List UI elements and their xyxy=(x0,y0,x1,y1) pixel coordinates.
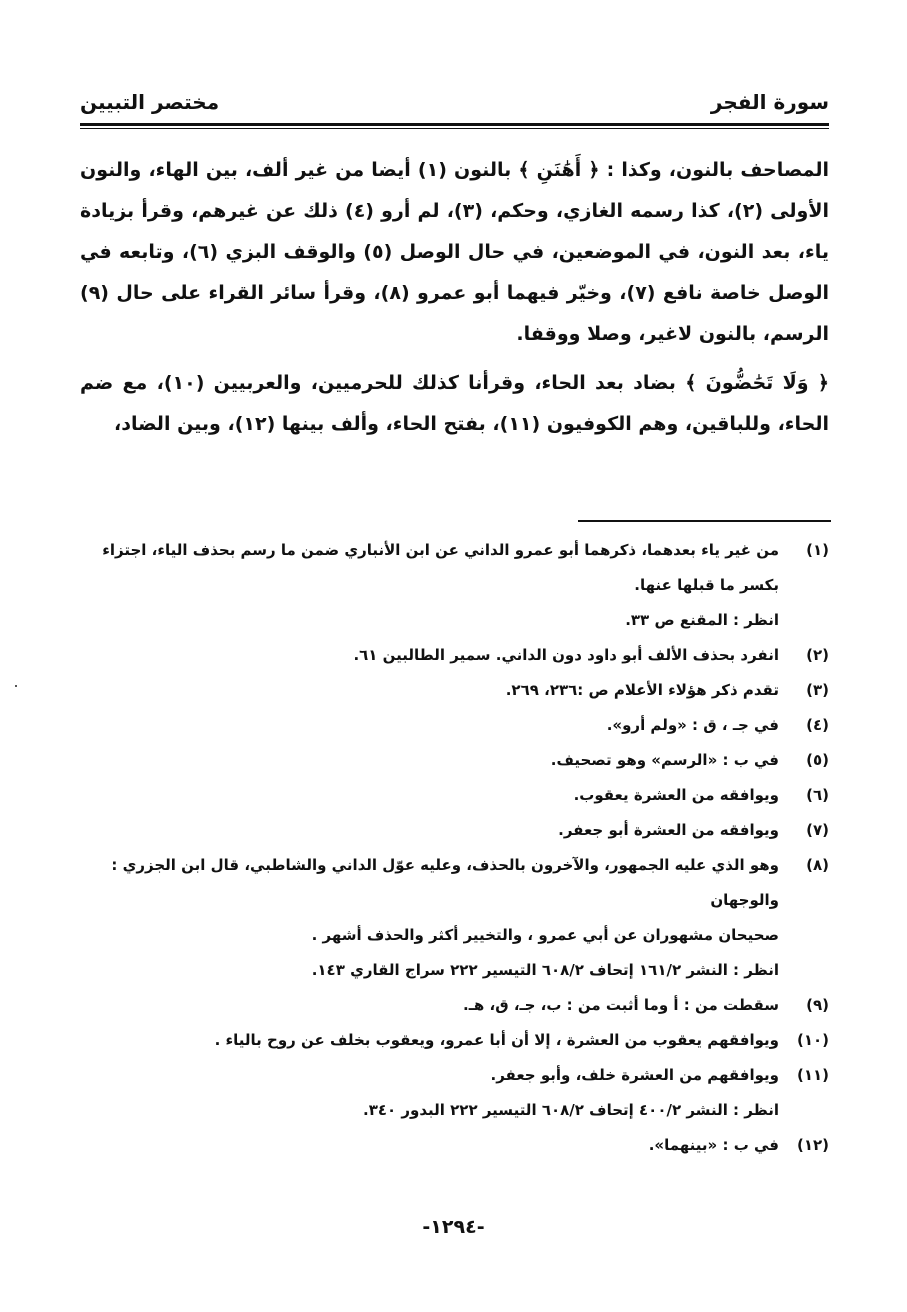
footnote-12 xyxy=(80,1128,829,1163)
footnote-text: من غير ياء بعدهما، ذكرهما أبو عمرو الداني عن ابن الأنباري ضمن ما رسم بحذف الياء، اجتزاء xyxy=(102,541,779,559)
footnote-text: في ب : «الرسم» وهو تصحيف. xyxy=(550,751,779,769)
body-paragraph-2: ﴿ وَلَا تَحَٰضُّونَ ﴾ بضاد بعد الحاء، وقرأنا كذلك للحرميين، والعربيين (١٠)، مع ضم الحاء، وللباقين، وهم الكوفيون (١١)، بفتح الحاء، وألف بينها (١٢)، وبين الضاد، xyxy=(80,372,829,435)
main-text xyxy=(80,150,829,453)
footnote-text: في ب : «بينهما». xyxy=(648,1136,779,1154)
footnote-number: (٣) xyxy=(806,681,829,699)
scan-speck xyxy=(15,685,17,687)
footnote-text: ويوافقهم يعقوب من العشرة ، إلا أن أبا عمرو، ويعقوب بخلف عن روح بالياء . xyxy=(214,1031,779,1049)
book-title: مختصر التبيين xyxy=(80,90,220,114)
footnote-8 xyxy=(80,848,829,918)
footnote-1 xyxy=(80,533,829,568)
footnote-number: (١) xyxy=(806,541,829,559)
footnote-number: (٩) xyxy=(806,996,829,1014)
footnote-number: (٧) xyxy=(806,821,829,839)
body-paragraph-1: المصاحف بالنون، وكذا : ﴿ أَهَٰنَنِ ﴾ بالنون (١) أيضا من غير ألف، بين الهاء، والنون الأولى (٢)، كذا رسمه الغازي، وحكم، (٣)، لم أرو (٤) ذلك عن غيرهم، وقرأ بزيادة ياء، بعد النون، في الموضعين، في حال الوصل (٥) والوقف البزي (٦)، وتابعه في الوصل خاصة نافع (٧)، وخيّر فيهما أبو عمرو (٨)، وقرأ سائر القراء على حال (٩) الرسم، بالنون لاغير، وصلا ووقفا. xyxy=(80,159,829,345)
footnote-9 xyxy=(80,988,829,1023)
footnote-5 xyxy=(80,743,829,778)
footnote-text: سقطت من : أ وما أثبت من : ب، جـ، ق، هـ. xyxy=(463,996,779,1014)
footnote-text: ويوافقهم من العشرة خلف، وأبو جعفر. xyxy=(490,1066,779,1084)
footnote-number: (١٠) xyxy=(796,1031,829,1049)
running-header xyxy=(80,84,829,120)
footnote-number: (١١) xyxy=(796,1066,829,1084)
footnote-text: انفرد بحذف الألف أبو داود دون الداني. سمير الطالبين ٦١. xyxy=(353,646,779,664)
footnote-reference: انظر : النشر ١٦١/٢ إتحاف ٦٠٨/٢ التيسير ٢٢٢ سراج القاري ١٤٣. xyxy=(311,961,779,979)
footnote-10 xyxy=(80,1023,829,1058)
footnote-number: (٢) xyxy=(806,646,829,664)
footnote-text: تقدم ذكر هؤلاء الأعلام ص :٢٣٦، ٢٦٩. xyxy=(505,681,779,699)
footnote-reference: انظر : المقنع ص ٣٣. xyxy=(625,611,779,629)
footnote-divider xyxy=(578,520,831,522)
footnote-number: (٦) xyxy=(806,786,829,804)
header-divider xyxy=(80,123,829,129)
footnote-number: (٤) xyxy=(806,716,829,734)
footnote-continuation: صحيحان مشهوران عن أبي عمرو ، والتخيير أكثر والحذف أشهر . xyxy=(311,926,779,944)
footnote-3 xyxy=(80,673,829,708)
footnote-11 xyxy=(80,1058,829,1093)
footnote-4 xyxy=(80,708,829,743)
footnote-text: ويوافقه من العشرة أبو جعفر. xyxy=(558,821,779,839)
footnote-number: (١٢) xyxy=(796,1136,829,1154)
footnote-text: وهو الذي عليه الجمهور، والآخرون بالحذف، وعليه عوّل الداني والشاطبي، قال ابن الجزري : والوجهان xyxy=(111,856,779,909)
footnote-continuation: بكسر ما قبلها عنها. xyxy=(634,576,779,594)
footnote-number: (٨) xyxy=(806,856,829,874)
footnote-number: (٥) xyxy=(806,751,829,769)
footnote-text: ويوافقه من العشرة يعقوب. xyxy=(573,786,779,804)
footnote-reference: انظر : النشر ٤٠٠/٢ إتحاف ٦٠٨/٢ التيسير ٢٢٢ البدور ٣٤٠. xyxy=(363,1101,779,1119)
surah-title: سورة الفجر xyxy=(710,90,829,114)
footnotes xyxy=(80,533,829,1163)
footnote-text: في جـ ، ق : «ولم أرو». xyxy=(606,716,779,734)
page-number: -١٢٩٤- xyxy=(422,1216,485,1238)
footnote-2 xyxy=(80,638,829,673)
footnote-6 xyxy=(80,778,829,813)
footnote-7 xyxy=(80,813,829,848)
